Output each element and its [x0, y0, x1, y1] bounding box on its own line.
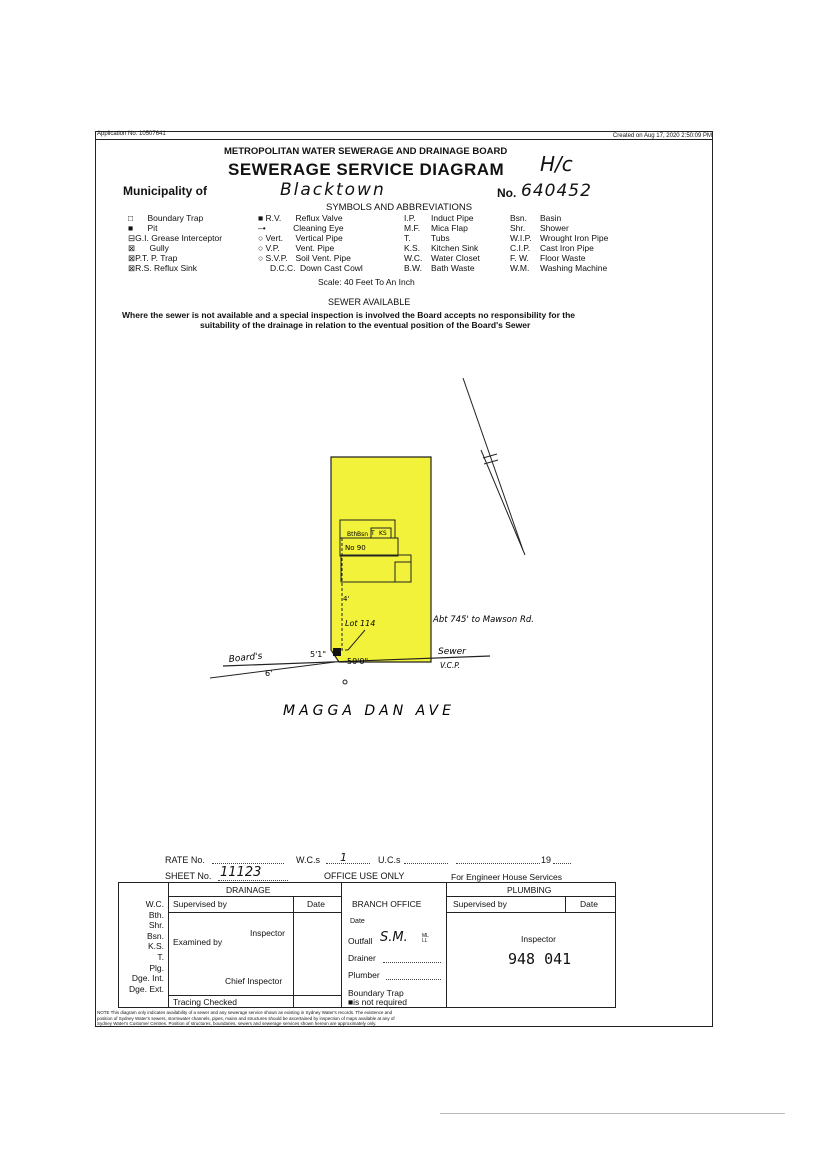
drainer-label: Drainer: [348, 953, 376, 963]
outfall-sub: ML LL: [422, 933, 429, 944]
drainage-header-rule: [168, 896, 341, 897]
municipality-value: Blacktown: [280, 180, 386, 200]
ucs-dots: [404, 863, 448, 864]
branch-date-label: Date: [350, 918, 365, 925]
ucs-label: U.C.s: [378, 855, 401, 865]
dimension-50: 50'0": [347, 657, 369, 666]
street-name: MAGGA DAN AVE: [283, 703, 455, 719]
sheet-dots: [218, 880, 288, 881]
lot-label: Lot 114: [345, 619, 376, 628]
drainage-date-header: Date: [307, 899, 325, 909]
notice-line-1: Where the sewer is not available and a special inspection is involved the Board accepts no responsibility for the: [122, 310, 575, 320]
dimension-51: 5'1": [310, 650, 327, 659]
sewer-label: Sewer: [438, 647, 466, 657]
house-number-label: No 90: [345, 544, 366, 552]
plumbing-supervised-by: Supervised by: [453, 899, 507, 909]
basin-label: Bsn: [357, 531, 369, 538]
outfall-value: S.M.: [380, 930, 408, 945]
boundary-trap-marker: [333, 648, 341, 656]
boundary-trap-line-2: ■is not required: [348, 997, 408, 1007]
vent-pipe-icon: ○: [258, 243, 264, 253]
col-divider-1: [168, 882, 169, 1008]
scan-edge: [440, 1113, 785, 1114]
pit-icon: ■: [128, 223, 134, 233]
reflux-sink-icon: ⊠: [128, 263, 136, 273]
board-name: METROPOLITAN WATER SEWERAGE AND DRAINAGE BOARD: [224, 146, 508, 157]
rate-label: RATE No.: [165, 855, 205, 865]
wcs-value: 1: [340, 851, 347, 864]
date-dots: [456, 863, 540, 864]
plumbing-date-header: Date: [580, 899, 598, 909]
sheet-value: 11123: [220, 865, 262, 880]
drainage-bottom-rule: [168, 995, 341, 996]
rate-dots: [212, 863, 284, 864]
drainage-supervised-by: Supervised by: [173, 899, 227, 909]
wcs-dots: [326, 863, 370, 864]
lot-area: [331, 457, 431, 662]
legend-column-1: □ Boundary Trap ■ Pit ⊟G.I. Grease Interceptor ⊠ Gully ⊠P.T. P. Trap ⊠R.S. Reflux Sink: [128, 213, 223, 273]
dimension-6: 6': [265, 669, 273, 678]
gully-icon: ⊠: [128, 243, 136, 253]
wcs-label: W.C.s: [296, 855, 320, 865]
drainage-heading: DRAINAGE: [226, 885, 271, 895]
reflux-valve-icon: ■: [258, 213, 264, 223]
fixture-list: W.C. Bth. Shr. Bsn. K.S. T. Plg. Dge. Int. Dge. Ext.: [129, 899, 164, 994]
plumber-dots: [386, 979, 441, 980]
handwritten-mark: H/c: [540, 152, 573, 176]
checkbox-icon: ■: [348, 997, 354, 1007]
engineer-label: For Engineer House Services: [451, 872, 563, 882]
drainage-row-rule: [168, 912, 341, 913]
drainage-inspector: Inspector: [250, 928, 285, 938]
kitchen-sink-label: KS: [379, 530, 387, 537]
footer-note: NOTE This diagram only indicates availability of a sewer and any sewerage service shown as existing in Sydney Water's records. The existence and position of Sydney Water's sewers, stormwater channels, pipes, mains and structures should be ascertained by inspection of maps available at any of Sydney Water's Customer Centres. Position of structures, boundaries, sewers and sewerage services shown hereon are approximately only.: [97, 1010, 395, 1026]
vertical-pipe-icon: ○: [258, 233, 264, 243]
plumbing-header-rule: [446, 896, 616, 897]
stamp-number: 948 041: [508, 950, 572, 968]
boundary-trap-line-1: Boundary Trap: [348, 988, 404, 998]
legend-column-4: Bsn. Basin Shr. Shower W.I.P. Wrought Iron Pipe C.I.P. Cast Iron Pipe F. W. Floor Waste W.M. Washing Machine: [510, 213, 609, 273]
diagram-number-value: 640452: [521, 181, 592, 201]
application-number: Application No. 10507641: [97, 131, 166, 137]
boundary-trap-icon: □: [128, 213, 134, 223]
notice-heading: SEWER AVAILABLE: [328, 297, 411, 307]
year-suffix: 19: [541, 855, 552, 865]
examined-by: Examined by: [173, 937, 223, 947]
dimension-4: 4': [343, 595, 350, 603]
plumbing-row-rule: [446, 912, 616, 913]
office-use-label: OFFICE USE ONLY: [324, 871, 405, 881]
legend-column-3: I.P. Induct Pipe M.F. Mica Flap T. Tubs K.S. Kitchen Sink W.C. Water Closet B.W. Bath Waste: [404, 213, 480, 273]
grease-interceptor-icon: ⊟: [128, 233, 136, 243]
notice-line-2: suitability of the drainage in relation to the eventual position of the Board's Sewer: [200, 320, 531, 330]
cleaning-eye-icon: –•: [258, 223, 266, 233]
soil-vent-pipe-icon: ○: [258, 253, 264, 263]
tracing-checked: Tracing Checked: [173, 997, 237, 1007]
municipality-label: Municipality of: [123, 184, 207, 198]
col-divider-2: [341, 882, 342, 1008]
branch-office-heading: BRANCH OFFICE: [352, 899, 422, 909]
outfall-label: Outfall: [348, 936, 373, 946]
sheet-label: SHEET No.: [165, 871, 212, 881]
header-rule: [95, 139, 713, 140]
junction-marker: [343, 680, 347, 684]
scale: Scale: 40 Feet To An Inch: [318, 277, 415, 287]
plumbing-heading: PLUMBING: [507, 885, 552, 895]
created-timestamp: Created on Aug 17, 2020 2:50:09 PM: [612, 133, 712, 139]
drainer-dots: [383, 962, 441, 963]
year-dots: [553, 863, 571, 864]
chief-inspector: Chief Inspector: [225, 976, 283, 986]
diagram-number-label: No.: [497, 186, 517, 200]
tubs-label: T: [371, 530, 375, 537]
date-divider-plumbing: [565, 896, 566, 913]
distance-label: Abt 745' to Mawson Rd.: [433, 615, 534, 625]
vcp-label: V.C.P.: [440, 661, 461, 670]
plumber-label: Plumber: [348, 970, 380, 980]
symbols-title: SYMBOLS AND ABBREVIATIONS: [326, 202, 473, 213]
col-divider-3: [446, 882, 447, 1008]
north-arrow: [463, 378, 523, 550]
document-title: SEWERAGE SERVICE DIAGRAM: [228, 160, 505, 179]
legend-column-2: ■ R.V. Reflux Valve –• Cleaning Eye ○ Vert. Vertical Pipe ○ V.P. Vent. Pipe ○ S.V.P. Soil Vent. Pipe D.C.C. Down Cast Cowl: [258, 213, 363, 273]
bath-label: Bth: [347, 531, 358, 538]
boards-label: Board's: [228, 651, 263, 665]
p-trap-icon: ⊠: [128, 253, 136, 263]
plumbing-inspector: Inspector: [521, 934, 556, 944]
north-arrow-line: [481, 450, 525, 555]
site-plan: [95, 360, 713, 740]
